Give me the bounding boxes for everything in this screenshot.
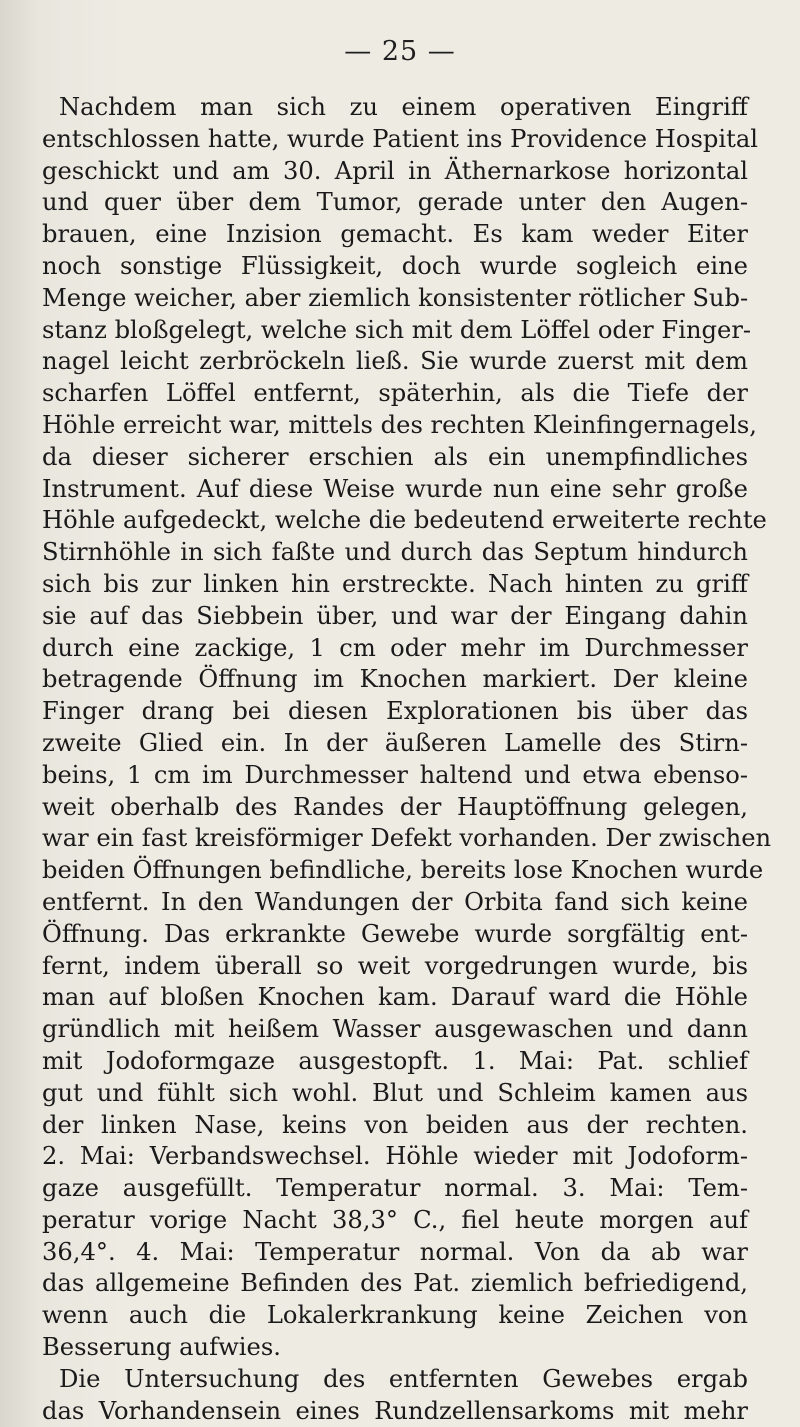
text-line: beins, 1 cm im Durchmesser haltend und etwa ebenso- bbox=[42, 760, 748, 789]
text-line: Menge weicher, aber ziemlich konsistenter rötlicher Sub- bbox=[42, 283, 749, 312]
text-line: brauen, eine Inzision gemacht. Es kam weder Eiter bbox=[42, 220, 748, 249]
text-line: das allgemeine Befinden des Pat. ziemlich befriedigend, bbox=[42, 1269, 748, 1298]
text-line: da dieser sicherer erschien als ein unempfindliches bbox=[42, 442, 748, 471]
text-line: 2. Mai: Verbandswechsel. Höhle wieder mit Jodoform- bbox=[42, 1142, 748, 1171]
text-line: gut und fühlt sich wohl. Blut und Schleim kamen aus bbox=[42, 1078, 748, 1107]
text-line: noch sonstige Flüssigkeit, doch wurde sogleich eine bbox=[42, 251, 748, 280]
text-line: durch eine zackige, 1 cm oder mehr im Durchmesser bbox=[42, 633, 748, 662]
text-line: gründlich mit heißem Wasser ausgewaschen und dann bbox=[42, 1015, 748, 1044]
text-line: zweite Glied ein. In der äußeren Lamelle des Stirn- bbox=[42, 728, 748, 757]
text-line: fernt, indem überall so weit vorgedrungen wurde, bis bbox=[42, 951, 748, 980]
text-line: geschickt und am 30. April in Äthernarkose horizontal bbox=[42, 156, 748, 185]
text-line: Instrument. Auf diese Weise wurde nun eine sehr große bbox=[42, 474, 748, 503]
text-line: entschlossen hatte, wurde Patient ins Providence Hospital bbox=[42, 124, 758, 153]
text-line: und quer über dem Tumor, gerade unter den Augen- bbox=[42, 188, 748, 217]
text-line: Höhle erreicht war, mittels des rechten Kleinfingernagels, bbox=[42, 410, 757, 439]
text-line: mit Jodoformgaze ausgestopft. 1. Mai: Pat. schlief bbox=[42, 1046, 748, 1075]
text-line: weit oberhalb des Randes der Hauptöffnung gelegen, bbox=[42, 792, 748, 821]
text-line: sich bis zur linken hin erstreckte. Nach hinten zu griff bbox=[42, 569, 748, 598]
text-line: gaze ausgefüllt. Temperatur normal. 3. Mai: Tem- bbox=[42, 1174, 748, 1203]
text-line: man auf bloßen Knochen kam. Darauf ward die Höhle bbox=[42, 983, 748, 1012]
body-text bbox=[42, 92, 772, 1427]
text-line: peratur vorige Nacht 38,3° C., fiel heute morgen auf bbox=[42, 1205, 748, 1234]
text-line: nagel leicht zerbröckeln ließ. Sie wurde zuerst mit dem bbox=[42, 347, 748, 376]
text-line: wenn auch die Lokalerkrankung keine Zeichen von bbox=[42, 1301, 748, 1330]
text-line: Höhle aufgedeckt, welche die bedeutend erweiterte rechte bbox=[42, 506, 767, 535]
text-line: Stirnhöhle in sich faßte und durch das Septum hindurch bbox=[42, 538, 748, 567]
text-line: das Vorhandensein eines Rundzellensarkoms mit mehr bbox=[42, 1396, 748, 1425]
text-line: Finger drang bei diesen Explorationen bis über das bbox=[42, 697, 748, 726]
text-line: scharfen Löffel entfernt, späterhin, als die Tiefe der bbox=[42, 379, 748, 408]
page-number: — 25 — bbox=[344, 36, 456, 67]
text-line: stanz bloßgelegt, welche sich mit dem Löffel oder Finger- bbox=[42, 315, 752, 344]
text-line: beiden Öffnungen befindliche, bereits lose Knochen wurde bbox=[42, 856, 764, 885]
text-line: 36,4°. 4. Mai: Temperatur normal. Von da ab war bbox=[42, 1237, 748, 1266]
text-line: Öffnung. Das erkrankte Gewebe wurde sorgfältig ent- bbox=[42, 919, 748, 948]
text-line: Nachdem man sich zu einem operativen Eingriff bbox=[59, 93, 748, 121]
text-line: betragende Öffnung im Knochen markiert. Der kleine bbox=[42, 665, 748, 694]
text-line: der linken Nase, keins von beiden aus der rechten. bbox=[42, 1110, 748, 1139]
text-line: war ein fast kreisförmiger Defekt vorhanden. Der zwischen bbox=[42, 824, 772, 853]
text-line: entfernt. In den Wandungen der Orbita fand sich keine bbox=[42, 887, 748, 916]
text-line: Die Untersuchung des entfernten Gewebes ergab bbox=[59, 1364, 748, 1393]
text-line: sie auf das Siebbein über, und war der Eingang dahin bbox=[42, 601, 748, 630]
text-line: Besserung aufwies. bbox=[42, 1333, 281, 1362]
